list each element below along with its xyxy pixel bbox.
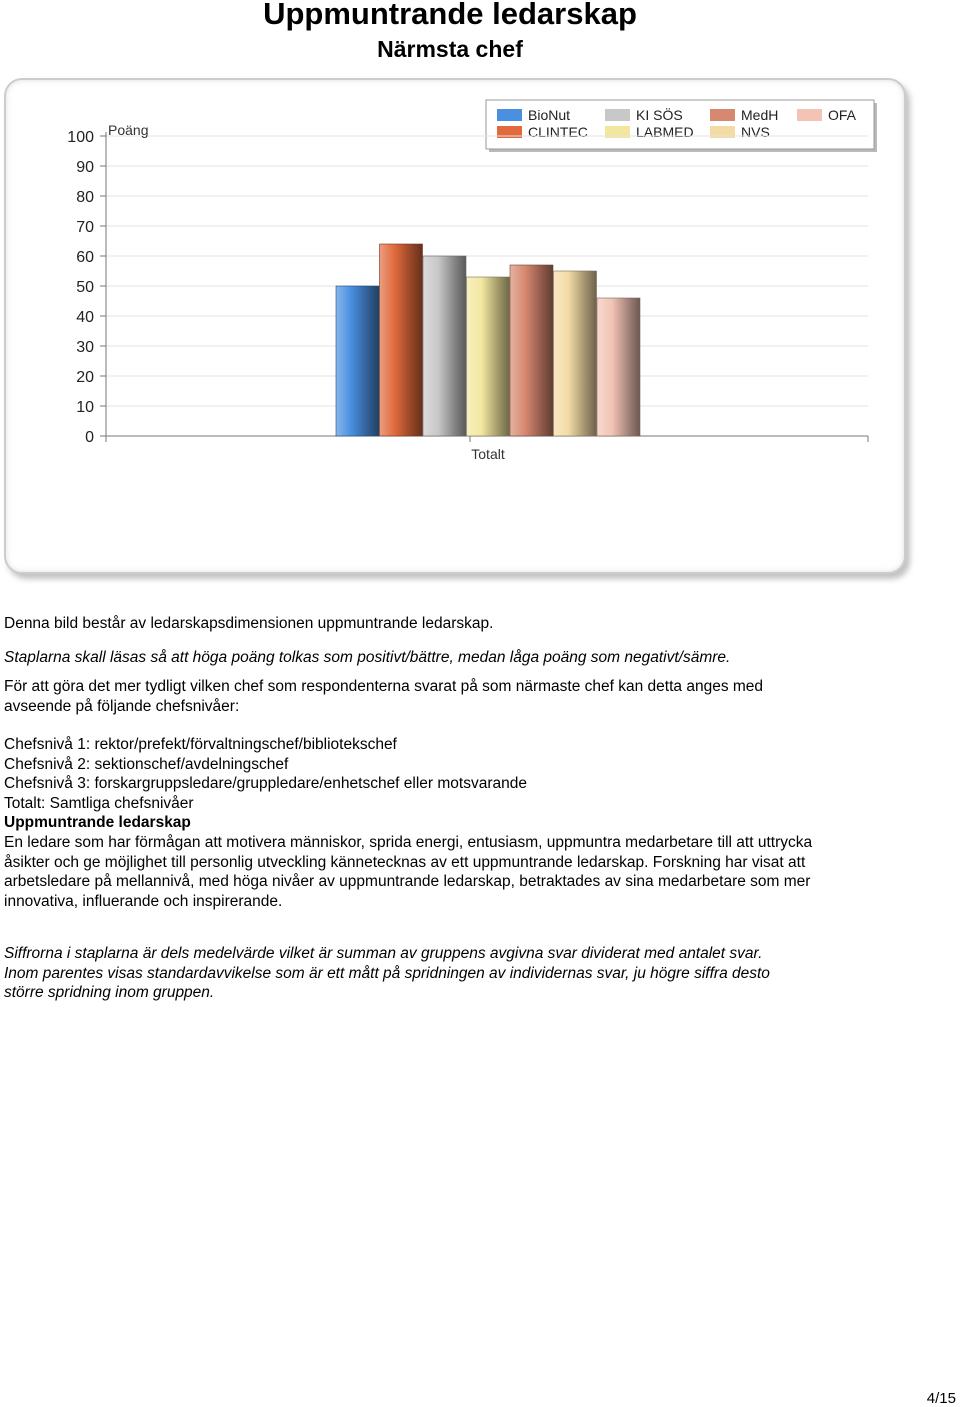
bar-chart (0, 0, 960, 600)
y-axis-label: Poäng (108, 122, 149, 138)
chart-bars (336, 244, 640, 436)
y-tick-label: 10 (76, 399, 94, 416)
legend-label: KI SÖS (636, 107, 683, 123)
levels-list (4, 735, 904, 911)
legend-label: BioNut (528, 107, 571, 123)
definition-heading: Uppmuntrande ledarskap (4, 814, 191, 832)
intro-text (4, 614, 904, 634)
x-category-label: Totalt (471, 446, 505, 462)
levels-intro-line-1: För att göra det mer tydligt vilken chef som respondenterna svarat på som närmaste chef kan detta anges med (4, 678, 764, 695)
y-tick-label: 30 (76, 339, 94, 356)
bar-ki-sös (423, 256, 466, 436)
level-item: Chefsnivå 3: forskargruppsledare/gruppledare/enhetschef eller motsvarande (4, 775, 527, 793)
definition-line: åsikter och ge möjlighet till personlig utveckling kännetecknas av ett uppmuntrande ledarskap. Forskning har visat att (4, 853, 806, 871)
figures-note-line: större spridning inom gruppen. (4, 984, 215, 1002)
figures-note-line: Siffrorna i staplarna är dels medelvärde vilket är summan av gruppens avgivna svar dividerat med antalet svar. (4, 945, 763, 962)
y-tick-label: 100 (67, 129, 94, 146)
y-tick-label: 40 (76, 309, 94, 326)
bar-nvs (554, 271, 597, 436)
bar-labmed (467, 277, 510, 436)
definition-line: En ledare som har förmågan att motivera människor, sprida energi, entusiasm, uppmuntra medarbetare till att uttrycka (4, 833, 813, 851)
level-item: Totalt: Samtliga chefsnivåer (4, 794, 194, 812)
legend-label: OFA (828, 107, 857, 123)
legend-label: LABMED (636, 124, 694, 140)
legend-swatch (797, 109, 822, 121)
reading-note-text: Staplarna skall läsas så att höga poäng tolkas som positivt/bättre, medan låga poäng som negativt/sämre. (4, 649, 731, 666)
y-tick-label: 50 (76, 279, 94, 296)
page-number: 4/15 (926, 1390, 956, 1407)
legend-swatch (605, 109, 630, 121)
definition-line: innovativa, influerande och inspirerande. (4, 892, 283, 910)
y-tick-label: 20 (76, 369, 94, 386)
definition-line: arbetsledare på mellannivå, med höga nivåer av uppmuntrande ledarskap, betraktades av sina medarbetare som mer (4, 873, 811, 891)
legend-label: CLINTEC (528, 124, 588, 140)
legend-swatch (497, 109, 522, 121)
intro-paragraph: Denna bild består av ledarskapsdimensionen uppmuntrande ledarskap. (4, 615, 494, 632)
bar-bionut (336, 286, 379, 436)
figures-note-line: Inom parentes visas standardavvikelse som är ett mått på spridningen av individernas svar, ju högre siffra desto (4, 964, 770, 982)
legend-label: MedH (741, 107, 779, 123)
bar-clintec (380, 244, 423, 436)
page-subtitle: Närmsta chef (377, 36, 523, 62)
chart-legend (486, 100, 877, 152)
levels-intro-line-2: avseende på följande chefsnivåer: (4, 697, 240, 715)
level-item: Chefsnivå 2: sektionschef/avdelningschef (4, 755, 289, 773)
bar-medh (510, 265, 553, 436)
legend-swatch (710, 109, 735, 121)
page-title: Uppmuntrande ledarskap (263, 0, 637, 31)
figures-note (4, 944, 904, 1003)
y-tick-label: 70 (76, 219, 94, 236)
levels-intro (4, 677, 904, 716)
reading-note (4, 648, 904, 668)
y-tick-label: 60 (76, 249, 94, 266)
legend-label: NVS (741, 124, 770, 140)
level-item: Chefsnivå 1: rektor/prefekt/förvaltningschef/bibliotekschef (4, 736, 397, 753)
y-tick-label: 90 (76, 159, 94, 176)
bar-ofa (597, 298, 640, 436)
y-tick-label: 80 (76, 189, 94, 206)
y-tick-label: 0 (85, 429, 94, 446)
